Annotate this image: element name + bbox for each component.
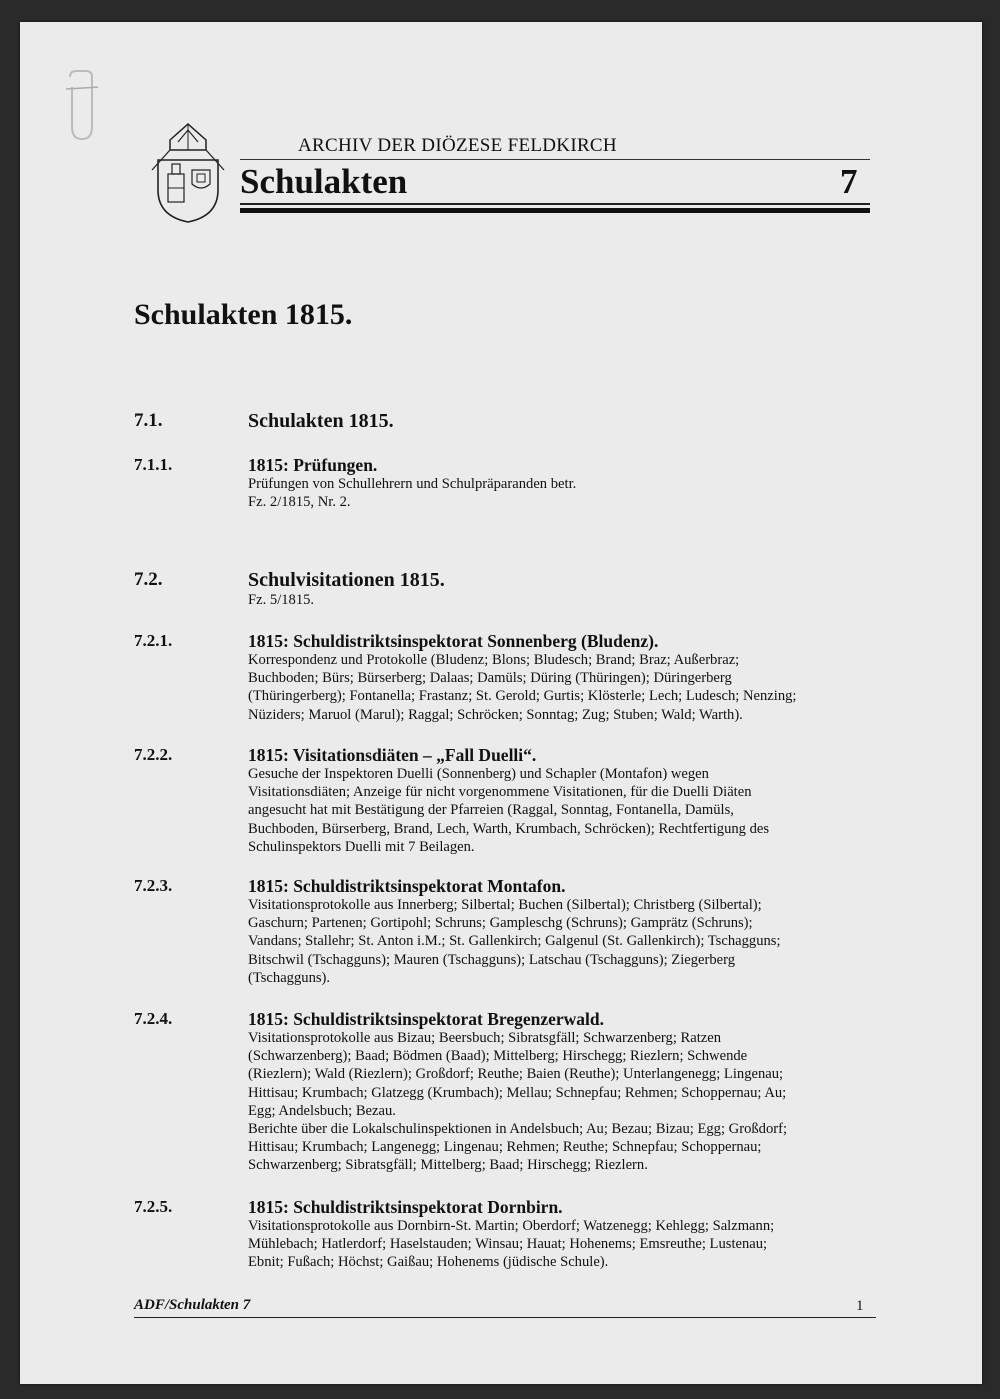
- series-number: 7: [840, 162, 858, 201]
- entry-line: Ebnit; Fußach; Höchst; Gaißau; Hohenems (jüdische Schule).: [248, 1254, 609, 1271]
- entry-line: Hittisau; Krumbach; Langenegg; Lingenau; Rehmen; Reuthe; Schnepfau; Schoppernau;: [248, 1139, 762, 1156]
- entry-line: Visitationsprotokolle aus Innerberg; Silbertal; Buchen (Silbertal); Christberg (Silbertal);: [248, 897, 762, 913]
- entry-line: (Schwarzenberg); Baad; Bödmen (Baad); Mittelberg; Hirschegg; Riezlern; Schwende: [248, 1048, 748, 1065]
- entry-7-2-2: [134, 745, 874, 856]
- entry-line: Schulinspektors Duelli mit 7 Beilagen.: [248, 838, 475, 855]
- entry-7-1: [134, 410, 874, 432]
- entry-title: Schulakten 1815.: [248, 410, 394, 432]
- entry-line: Prüfungen von Schullehrern und Schulpräparanden betr.: [248, 476, 577, 492]
- entry-line: Mühlebach; Hatlerdorf; Haselstauden; Winsau; Hauat; Hohenems; Emsreuthe; Lustenau;: [248, 1236, 768, 1253]
- entry-line: Visitationsprotokolle aus Dornbirn-St. Martin; Oberdorf; Watzenegg; Kehlegg; Salzmann;: [248, 1218, 775, 1234]
- entry-line: Gesuche der Inspektoren Duelli (Sonnenberg) und Schapler (Montafon) wegen: [248, 766, 709, 782]
- entry-number: 7.2.2.: [134, 745, 173, 764]
- entry-line: Egg; Andelsbuch; Bezau.: [248, 1102, 396, 1119]
- document-title: Schulakten 1815.: [134, 298, 353, 331]
- entry-title: 1815: Schuldistriktsinspektorat Bregenzerwald.: [248, 1009, 604, 1029]
- entry-number: 7.2.5.: [134, 1197, 173, 1216]
- entry-line: Buchboden; Bürs; Bürserberg; Dalaas; Damüls; Düring (Thüringen); Düringerberg: [248, 670, 732, 687]
- archive-name: ARCHIV DER DIÖZESE FELDKIRCH: [298, 135, 617, 156]
- entry-7-2-3: [134, 876, 874, 987]
- entry-number: 7.1.1.: [134, 455, 173, 474]
- entry-line: Korrespondenz und Protokolle (Bludenz; Blons; Bludesch; Brand; Braz; Außerbraz;: [248, 652, 740, 668]
- entry-title: 1815: Schuldistriktsinspektorat Dornbirn.: [248, 1197, 563, 1217]
- header-rule-double-top: [240, 203, 870, 205]
- footer-rule: [134, 1317, 876, 1318]
- entry-line: Hittisau; Krumbach; Glatzegg (Krumbach); Mellau; Schnepfau; Rehmen; Schoppernau; Au;: [248, 1084, 787, 1101]
- entry-7-2-1: [134, 631, 874, 724]
- entry-7-2-5: [134, 1197, 874, 1272]
- document-page: [20, 22, 982, 1384]
- entry-line: Fz. 2/1815, Nr. 2.: [248, 494, 351, 511]
- paper-clip-icon: [62, 67, 98, 147]
- entry-line: Buchboden, Bürserberg, Brand, Lech, Warth, Krumbach, Schröcken); Rechtfertigung des: [248, 820, 770, 837]
- entry-line: angesucht hat mit Bestätigung der Pfarreien (Raggal, Sonntag, Fontanella, Damüls,: [248, 802, 734, 819]
- entry-number: 7.1.: [134, 410, 163, 431]
- entry-7-2-4: [134, 1009, 874, 1175]
- entry-line: Bitschwil (Tschagguns); Mauren (Tschagguns); Latschau (Tschagguns); Ziegerberg: [248, 951, 736, 968]
- entry-number: 7.2.: [134, 569, 163, 590]
- entry-7-1-1: [134, 455, 874, 511]
- entry-number: 7.2.1.: [134, 631, 173, 650]
- series-title: Schulakten: [240, 162, 408, 201]
- entry-line: Visitationsdiäten; Anzeige für nicht vorgenommene Visitationen, für die Duelli Diäten: [248, 784, 752, 801]
- entry-line: Nüziders; Maruol (Marul); Raggal; Schröcken; Sonntag; Zug; Stuben; Wald; Warth).: [248, 706, 743, 723]
- entry-line: Berichte über die Lokalschulinspektionen in Andelsbuch; Au; Bezau; Bizau; Egg; Großdorf;: [248, 1121, 788, 1138]
- footer-label: ADF/Schulakten 7: [134, 1297, 251, 1313]
- entry-number: 7.2.3.: [134, 876, 173, 895]
- entry-title: Schulvisitationen 1815.: [248, 569, 445, 591]
- entry-line: Gaschurn; Partenen; Gortipohl; Schruns; Gampleschg (Schruns); Gamprätz (Schruns);: [248, 915, 753, 932]
- entry-line: Visitationsprotokolle aus Bizau; Beersbuch; Sibratsgfäll; Schwarzenberg; Ratzen: [248, 1030, 722, 1046]
- entry-line: Vandans; Stallehr; St. Anton i.M.; St. Gallenkirch; Galgenul (St. Gallenkirch); Tschagguns;: [248, 933, 781, 950]
- entry-line: (Thüringerberg); Fontanella; Frastanz; St. Gerold; Gurtis; Klösterle; Lech; Ludesch; Nenzing;: [248, 688, 797, 705]
- page-number: 1: [856, 1298, 864, 1314]
- entry-line: (Tschagguns).: [248, 969, 331, 986]
- diocese-crest-icon: [148, 120, 228, 224]
- entry-line: Schwarzenberg; Sibratsgfäll; Mittelberg; Baad; Hirschegg; Riezlern.: [248, 1157, 648, 1174]
- entry-title: 1815: Visitationsdiäten – „Fall Duelli“.: [248, 745, 537, 765]
- entry-number: 7.2.4.: [134, 1009, 173, 1028]
- entry-7-2: [134, 569, 874, 609]
- header-rule: [240, 159, 870, 160]
- entry-line: (Riezlern); Wald (Riezlern); Großdorf; Reuthe; Baien (Reuthe); Unterlangenegg; Lingenau;: [248, 1066, 784, 1083]
- header-rule-double-bottom: [240, 208, 870, 213]
- entry-title: 1815: Schuldistriktsinspektorat Montafon.: [248, 876, 566, 896]
- entry-title: 1815: Prüfungen.: [248, 455, 378, 475]
- entry-title: 1815: Schuldistriktsinspektorat Sonnenberg (Bludenz).: [248, 631, 659, 651]
- entry-line: Fz. 5/1815.: [248, 592, 315, 608]
